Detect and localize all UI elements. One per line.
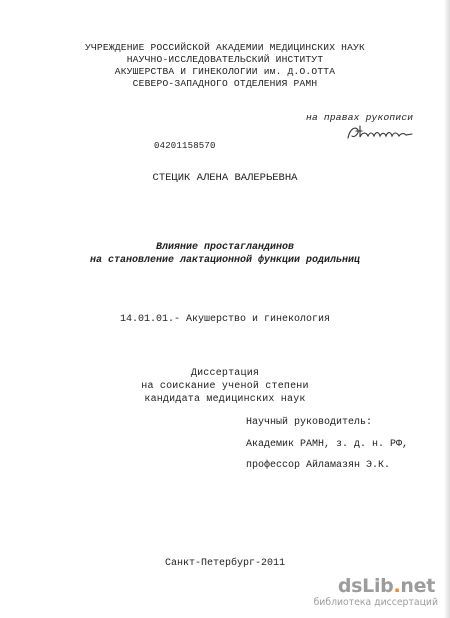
degree-line: Диссертация bbox=[190, 368, 260, 379]
title-line: Влияние простагландинов bbox=[155, 242, 295, 253]
supervisor-title: Академик РАМН, з. д. н. РФ, bbox=[246, 439, 409, 450]
institution-line: СЕВЕРО-ЗАПАДНОГО ОТДЕЛЕНИЯ РАМН bbox=[132, 78, 318, 89]
watermark-brand-tld: net bbox=[400, 575, 435, 597]
watermark-brand-name: dsLib bbox=[337, 575, 394, 597]
watermark-brand-dot: . bbox=[393, 575, 401, 597]
degree-line: на соискание ученой степени bbox=[141, 381, 309, 392]
institution-header bbox=[0, 42, 450, 90]
dissertation-title bbox=[0, 241, 450, 267]
dslib-watermark bbox=[313, 575, 445, 615]
city-year: Санкт-Петербург-2011 bbox=[164, 558, 286, 569]
title-line: на становление лактационной функции родильниц bbox=[89, 255, 361, 266]
author-name: СТЕЦИК АЛЕНА ВАЛЕРЬЕВНА bbox=[152, 172, 298, 184]
institution-line: АКУШЕРСТВА И ГИНЕКОЛОГИИ им. Д.О.ОТТА bbox=[114, 66, 336, 77]
institution-line: НАУЧНО-ИССЛЕДОВАТЕЛЬСКИЙ ИНСТИТУТ bbox=[126, 54, 324, 65]
degree-block bbox=[0, 367, 450, 406]
institution-line: УЧРЕЖДЕНИЕ РОССИЙСКОЙ АКАДЕМИИ МЕДИЦИНСКИХ НАУК bbox=[85, 42, 365, 53]
watermark-brand bbox=[338, 575, 435, 597]
handwritten-signature bbox=[344, 122, 416, 144]
manuscript-rights-note: на правах рукописи bbox=[306, 112, 414, 123]
degree-line: кандидата медицинских наук bbox=[144, 394, 306, 405]
watermark-subtitle: библиотека диссертаций bbox=[313, 597, 438, 608]
document-number: 04201158570 bbox=[154, 141, 216, 151]
supervisor-label: Научный руководитель: bbox=[246, 417, 373, 428]
scan-edge-shadow bbox=[444, 0, 450, 618]
specialty-code: 14.01.01.- Акушерство и гинекология bbox=[119, 314, 331, 325]
supervisor-name: профессор Айламазян Э.К. bbox=[246, 460, 391, 471]
